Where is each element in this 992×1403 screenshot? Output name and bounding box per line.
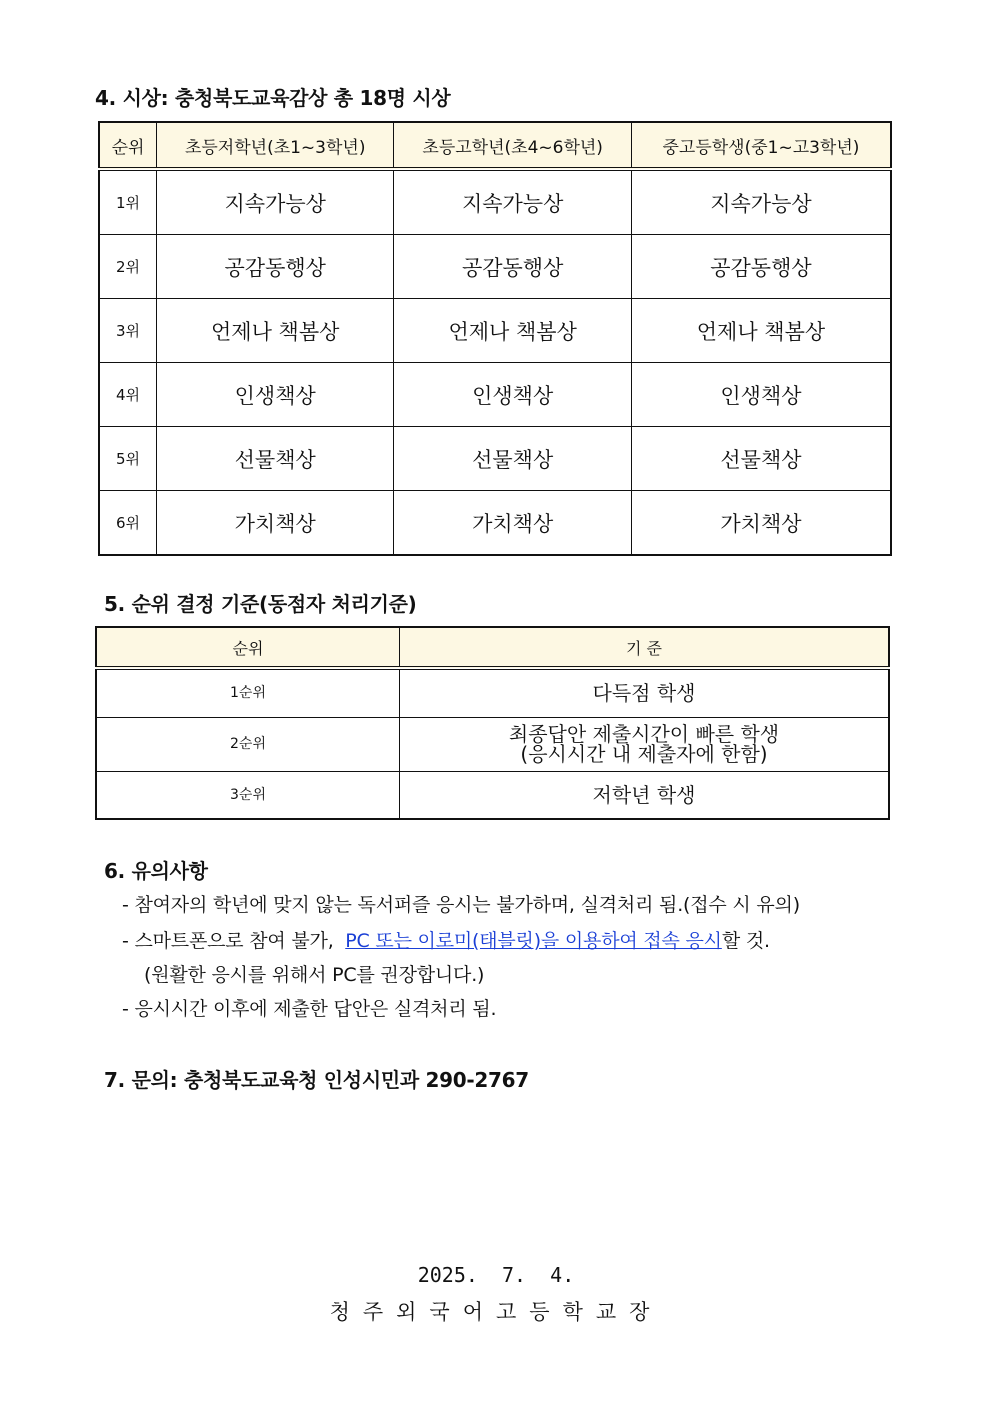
notice-highlight: PC 또는 이로미(태블릿)을 이용하여 접속 응시	[345, 930, 722, 952]
tiebreak-table-header	[96, 627, 889, 668]
award-cell: 지속가능상	[394, 169, 631, 235]
award-cell: 공감동행상	[394, 235, 631, 299]
notice-text: 할 것.	[721, 930, 770, 952]
award-cell: 선물책상	[157, 427, 394, 491]
criteria-line: 다득점 학생	[592, 681, 696, 706]
award-cell: 언제나 책봄상	[157, 299, 394, 363]
notice-item: - 응시시간 이후에 제출한 답안은 실격처리 됨.	[122, 998, 497, 1020]
award-cell: 언제나 책봄상	[631, 299, 891, 363]
tiebreak-table	[95, 626, 890, 820]
rank-cell: 2위	[99, 235, 157, 299]
col-secondary-header: 중고등학생(중1~고3학년)	[631, 122, 891, 169]
table-row	[99, 169, 891, 235]
col-lower-elementary-header: 초등저학년(초1~3학년)	[157, 122, 394, 169]
table-row	[96, 771, 889, 819]
table-row	[99, 235, 891, 299]
criteria-line: 최종답안 제출시간이 빠른 학생	[508, 722, 780, 746]
award-cell: 가치책상	[157, 491, 394, 556]
criteria-cell	[400, 668, 890, 717]
award-cell: 공감동행상	[631, 235, 891, 299]
award-cell: 공감동행상	[157, 235, 394, 299]
award-cell: 지속가능상	[631, 169, 891, 235]
col-criteria-header: 기 준	[400, 627, 890, 668]
award-cell: 가치책상	[631, 491, 891, 556]
table-row	[96, 668, 889, 717]
rank-cell: 3위	[99, 299, 157, 363]
rank-cell: 5위	[99, 427, 157, 491]
award-cell: 언제나 책봄상	[394, 299, 631, 363]
criteria-cell	[400, 717, 890, 771]
section7-heading: 7. 문의: 충청북도교육청 인성시민과 290-2767	[104, 1068, 529, 1092]
rank-cell: 1위	[99, 169, 157, 235]
notice-item: - 참여자의 학년에 맞지 않는 독서퍼즐 응시는 불가하며, 실격처리 됨.(접수 시 유의)	[122, 894, 800, 916]
rank-cell: 6위	[99, 491, 157, 556]
award-cell: 인생책상	[631, 363, 891, 427]
section5-heading: 5. 순위 결정 기준(동점자 처리기준)	[104, 592, 417, 616]
table-row	[99, 299, 891, 363]
award-cell: 지속가능상	[157, 169, 394, 235]
rank-cell: 4위	[99, 363, 157, 427]
awards-table	[98, 121, 892, 556]
table-row	[99, 427, 891, 491]
awards-table-header	[99, 122, 891, 169]
award-cell: 선물책상	[394, 427, 631, 491]
table-row	[99, 363, 891, 427]
col-upper-elementary-header: 초등고학년(초4~6학년)	[394, 122, 631, 169]
section4-heading: 4. 시상: 충청북도교육감상 총 18명 시상	[95, 86, 451, 110]
award-cell: 가치책상	[394, 491, 631, 556]
notice-item	[122, 926, 770, 953]
award-cell: 인생책상	[157, 363, 394, 427]
criteria-line: 저학년 학생	[592, 782, 696, 807]
section6-heading: 6. 유의사항	[104, 859, 208, 883]
document-date: 2025. 7. 4.	[417, 1263, 575, 1287]
table-row	[99, 491, 891, 556]
notice-text: - 스마트폰으로 참여 불가,	[122, 930, 334, 952]
award-cell: 인생책상	[394, 363, 631, 427]
rank-cell: 3순위	[96, 771, 400, 819]
notice-continuation: (원활한 응시를 위해서 PC를 권장합니다.)	[144, 964, 485, 986]
rank-cell: 2순위	[96, 717, 400, 771]
table-row	[96, 717, 889, 771]
rank-cell: 1순위	[96, 668, 400, 717]
col-rank-header: 순위	[99, 122, 157, 169]
issuer-name: 청주외국어고등학교장	[329, 1300, 663, 1324]
col-rank-header: 순위	[96, 627, 400, 668]
award-cell: 선물책상	[631, 427, 891, 491]
criteria-cell	[400, 771, 890, 819]
criteria-subline: (응시시간 내 제출자에 한함)	[520, 742, 768, 766]
